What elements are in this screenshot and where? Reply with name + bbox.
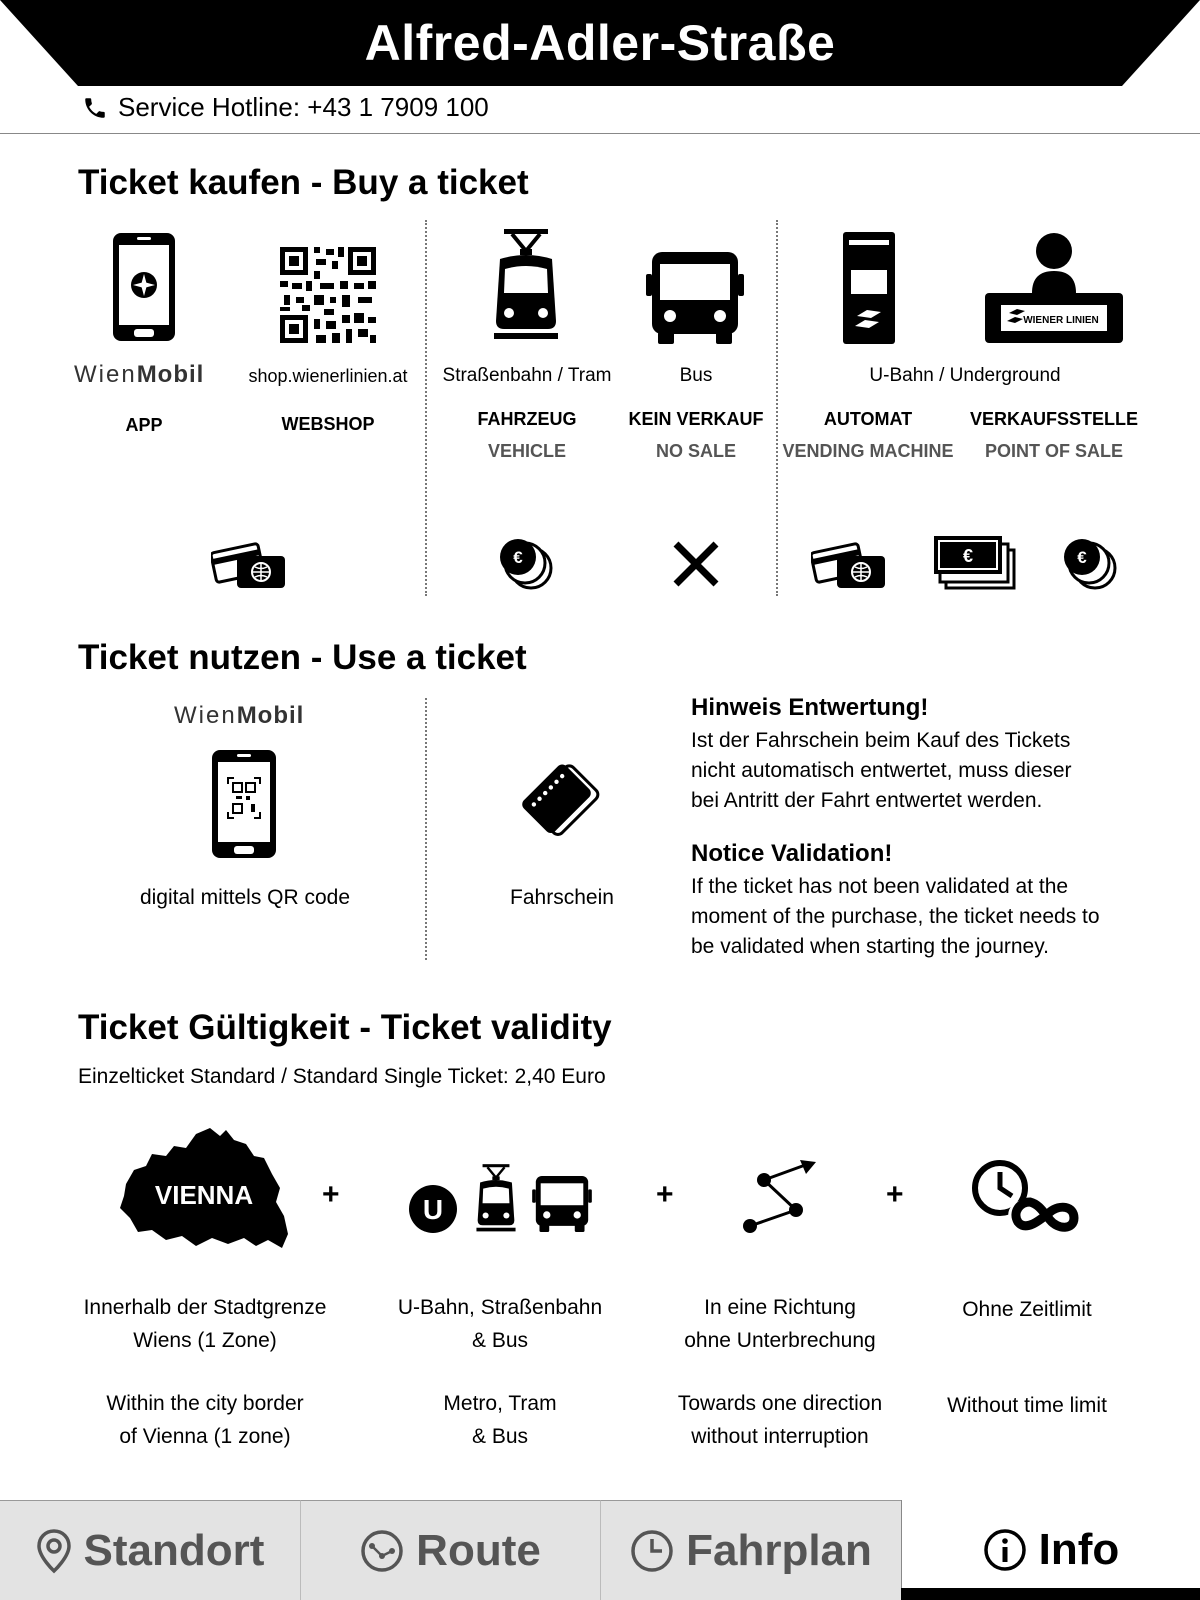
tab-info[interactable] bbox=[901, 1500, 1200, 1600]
vienna-label: VIENNA bbox=[154, 1180, 254, 1210]
validity-time-de bbox=[920, 1293, 1134, 1326]
webshop-label: WEBSHOP bbox=[281, 414, 375, 434]
pos-label: VERKAUFSSTELLE bbox=[969, 409, 1138, 429]
smartphone-qr-icon bbox=[210, 748, 278, 860]
phone-icon bbox=[82, 95, 108, 121]
validity-time-en bbox=[920, 1389, 1134, 1422]
coins-icon bbox=[1063, 538, 1119, 590]
buy-divider-1 bbox=[425, 220, 427, 596]
validity-line: Without time limit bbox=[947, 1394, 1107, 1417]
header-divider bbox=[0, 133, 1200, 134]
validity-modes-en bbox=[380, 1387, 620, 1453]
validity-line: Innerhalb der Stadtgrenze bbox=[83, 1296, 327, 1319]
validity-line: Metro, Tram bbox=[443, 1392, 557, 1415]
validity-direction-en bbox=[650, 1387, 910, 1453]
tab-label: Info bbox=[1038, 1525, 1120, 1574]
no-sale-icon bbox=[672, 540, 720, 588]
hotline-text: Service Hotline: +43 1 7909 100 bbox=[118, 92, 489, 122]
validity-modes-de bbox=[380, 1291, 620, 1357]
notice-de-text bbox=[691, 726, 1141, 816]
point-of-sale-icon bbox=[985, 233, 1123, 343]
tab-label: Route bbox=[416, 1525, 541, 1575]
banknotes-icon bbox=[934, 536, 1016, 590]
card-icon bbox=[211, 538, 287, 590]
vending-sublabel: VENDING MACHINE bbox=[782, 441, 954, 461]
use-divider bbox=[425, 698, 427, 960]
service-hotline bbox=[82, 92, 489, 123]
notice-en-line: be validated when starting the journey. bbox=[691, 935, 1050, 958]
notice-en-title: Notice Validation! bbox=[691, 840, 893, 867]
tram-icon bbox=[474, 1164, 518, 1234]
notice-de-line: nicht automatisch entwertet, muss dieser bbox=[691, 759, 1072, 782]
single-ticket-price: Einzelticket Standard / Standard Single Ticket: 2,40 Euro bbox=[78, 1065, 606, 1088]
tab-label: Fahrplan bbox=[686, 1525, 872, 1575]
wienmobil-logo bbox=[174, 702, 304, 730]
bus-icon bbox=[646, 252, 744, 344]
validity-line: without interruption bbox=[691, 1425, 869, 1448]
validity-line: & Bus bbox=[471, 1425, 529, 1448]
validity-zone-en bbox=[70, 1387, 340, 1453]
tab-fahrplan[interactable] bbox=[601, 1500, 901, 1600]
vehicle-label: FAHRZEUG bbox=[477, 409, 577, 429]
u-bahn-letter: U bbox=[422, 1194, 444, 1225]
validity-line: & Bus bbox=[471, 1329, 529, 1352]
validity-line: Ohne Zeitlimit bbox=[962, 1298, 1092, 1321]
buy-section-title: Ticket kaufen - Buy a ticket bbox=[78, 163, 529, 202]
vending-label: AUTOMAT bbox=[823, 409, 913, 429]
validity-line: Within the city border bbox=[106, 1392, 304, 1415]
no-sale-label: KEIN VERKAUF bbox=[628, 409, 764, 429]
qr-code-icon bbox=[280, 247, 376, 343]
use-section-title: Ticket nutzen - Use a ticket bbox=[78, 638, 527, 677]
tab-label: Standort bbox=[83, 1525, 265, 1575]
clock-icon bbox=[630, 1529, 674, 1573]
wienmobil-logo-bold: Mobil bbox=[136, 361, 205, 388]
coins-icon bbox=[499, 538, 555, 590]
plus-sign: + bbox=[656, 1178, 674, 1211]
bus-label: Bus bbox=[679, 365, 713, 386]
vienna-map-icon bbox=[116, 1126, 296, 1256]
tab-route[interactable] bbox=[301, 1500, 601, 1600]
notice-en-line: moment of the purchase, the ticket needs to bbox=[691, 905, 1100, 928]
no-sale-sublabel: NO SALE bbox=[655, 441, 736, 461]
svg-text:€: € bbox=[962, 546, 974, 566]
u-bahn-icon bbox=[408, 1184, 458, 1234]
bottom-tab-bar bbox=[0, 1500, 1200, 1600]
paper-ticket-icon bbox=[522, 756, 608, 850]
validity-zone-de bbox=[70, 1291, 340, 1357]
svg-text:€: € bbox=[513, 548, 523, 567]
wienmobil-logo bbox=[74, 361, 204, 389]
plus-sign: + bbox=[322, 1178, 340, 1211]
validity-line: U-Bahn, Straßenbahn bbox=[397, 1296, 603, 1319]
one-direction-icon bbox=[742, 1158, 820, 1236]
notice-en-line: If the ticket has not been validated at the bbox=[691, 875, 1069, 898]
station-title: Alfred-Adler-Straße bbox=[364, 15, 836, 71]
vending-machine-icon bbox=[843, 232, 895, 344]
bus-icon bbox=[532, 1176, 592, 1232]
counter-sign-text: WIENER LINIEN bbox=[1023, 315, 1099, 326]
notice-en-text bbox=[691, 872, 1141, 962]
wienmobil-logo-light: Wien bbox=[174, 702, 237, 729]
vehicle-sublabel: VEHICLE bbox=[487, 441, 566, 461]
paper-ticket-label: Fahrschein bbox=[510, 886, 614, 909]
validity-line: of Vienna (1 zone) bbox=[119, 1425, 291, 1448]
info-icon bbox=[983, 1528, 1027, 1572]
svg-text:€: € bbox=[1077, 548, 1087, 567]
digital-qr-label: digital mittels QR code bbox=[139, 886, 351, 909]
card-icon bbox=[811, 538, 887, 590]
app-label: APP bbox=[125, 415, 163, 435]
validity-section-title: Ticket Gültigkeit - Ticket validity bbox=[78, 1008, 612, 1047]
active-tab-indicator bbox=[901, 1588, 1200, 1600]
location-pin-icon bbox=[36, 1528, 72, 1574]
underground-label: U-Bahn / Underground bbox=[869, 365, 1061, 386]
validity-line: In eine Richtung bbox=[704, 1296, 856, 1319]
tram-label: Straßenbahn / Tram bbox=[442, 365, 612, 386]
notice-de-line: bei Antritt der Fahrt entwertet werden. bbox=[691, 789, 1043, 812]
tab-standort[interactable] bbox=[0, 1500, 301, 1600]
validity-line: ohne Unterbrechung bbox=[684, 1329, 876, 1352]
station-banner bbox=[0, 0, 1200, 86]
smartphone-app-icon bbox=[111, 231, 177, 343]
notice-de-title: Hinweis Entwertung! bbox=[691, 694, 929, 721]
validity-line: Towards one direction bbox=[677, 1392, 883, 1415]
pos-sublabel: POINT OF SALE bbox=[984, 441, 1123, 461]
buy-divider-2 bbox=[776, 220, 778, 596]
route-icon bbox=[360, 1529, 404, 1573]
plus-sign: + bbox=[886, 1178, 904, 1211]
validity-direction-de bbox=[650, 1291, 910, 1357]
wienmobil-logo-light: Wien bbox=[74, 361, 137, 388]
wienmobil-logo-bold: Mobil bbox=[236, 702, 305, 729]
tram-icon bbox=[490, 229, 562, 343]
no-time-limit-icon bbox=[970, 1158, 1086, 1234]
validity-line: Wiens (1 Zone) bbox=[133, 1329, 277, 1352]
notice-de-line: Ist der Fahrschein beim Kauf des Tickets bbox=[691, 729, 1071, 752]
webshop-url: shop.wienerlinien.at bbox=[248, 366, 408, 386]
